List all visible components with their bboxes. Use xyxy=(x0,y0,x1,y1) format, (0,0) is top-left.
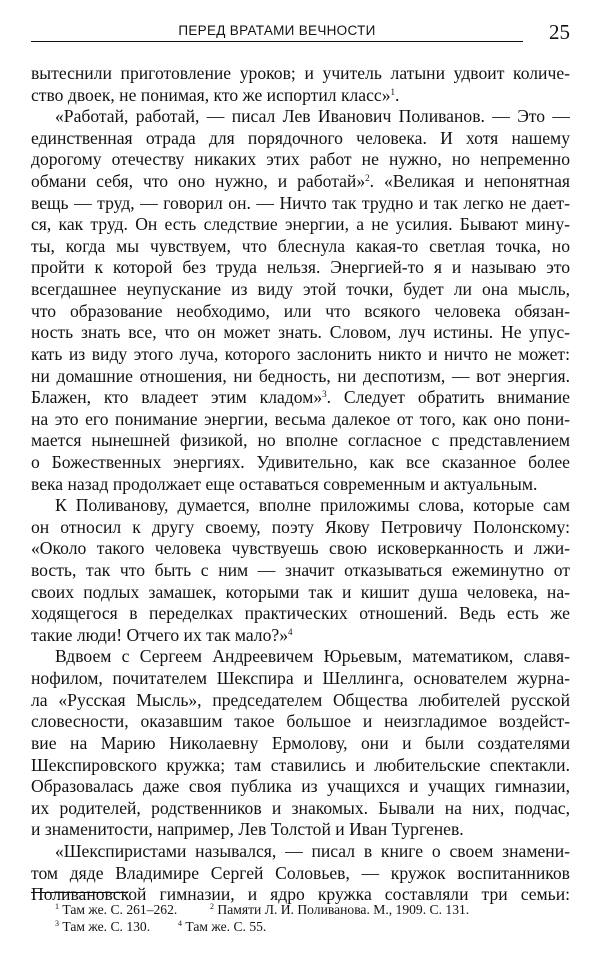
footnote-4 xyxy=(178,919,266,935)
text-line xyxy=(31,430,570,452)
line-text-tail: . Следует обратить внимание xyxy=(326,387,570,408)
text-line xyxy=(31,538,570,560)
text-line xyxy=(31,690,570,712)
text-line xyxy=(31,214,570,236)
footnote-ref: 4 xyxy=(288,626,293,637)
text-line xyxy=(31,171,570,193)
line-text: ся, как труд. Он есть следствие энергии, а не усилия. Бывают мину- xyxy=(31,214,570,235)
text-line xyxy=(31,495,570,517)
text-line xyxy=(31,841,570,863)
footnote-number: 3 xyxy=(55,919,59,928)
text-line xyxy=(31,409,570,431)
line-text: ни домашние отношения, ни бедность, ни деспотизм, — вот энергия. xyxy=(31,365,570,386)
text-line xyxy=(31,452,570,474)
line-text: о Божественных энергиях. Удивительно, как все сказанное более xyxy=(31,451,570,472)
text-line xyxy=(31,387,570,409)
line-text: и знаменитости, например, Лев Толстой и Иван Тургенев. xyxy=(31,819,464,840)
line-text: ты, когда мы чувствуем, что блеснула какая-то светлая точка, но xyxy=(31,235,570,256)
line-text: «Около такого человека чувствуешь свою исковерканность и лжи- xyxy=(31,538,570,559)
text-line xyxy=(31,344,570,366)
text-line xyxy=(31,560,570,582)
line-text: том дяде Владимире Сергей Соловьев, — кружок воспитанников xyxy=(31,862,570,883)
line-text: ходящегося в переделках практических отношений. Ведь есть же xyxy=(31,603,570,624)
running-head-title: ПЕРЕД ВРАТАМИ ВЕЧНОСТИ xyxy=(178,23,376,38)
line-text: Блажен, кто владеет этим кладом» xyxy=(31,387,323,408)
text-line xyxy=(31,63,570,85)
line-text: он относил к другу своему, поэту Якову Петровичу Полонскому: xyxy=(31,516,570,537)
line-text: «Шекспиристами назывался, — писал в книге о своем знамени- xyxy=(55,840,570,861)
text-line xyxy=(31,646,570,668)
text-line xyxy=(31,798,570,820)
line-text: «Работай, работай, — писал Лев Иванович Поливанов. — Это — xyxy=(55,106,570,127)
text-line xyxy=(31,582,570,604)
footnote-text: Памяти Л. И. Поливанова. М., 1909. С. 131. xyxy=(217,902,470,917)
text-line xyxy=(31,625,570,647)
line-text: своих подлых замашек, которыми так и кишит душа человека, на- xyxy=(31,581,570,602)
text-line xyxy=(31,711,570,733)
line-text: К Поливанову, думается, вполне приложимы слова, которые сам xyxy=(55,495,570,516)
text-line xyxy=(31,85,570,107)
text-line xyxy=(31,755,570,777)
text-line xyxy=(31,474,570,496)
text-line xyxy=(31,863,570,885)
line-text: всегдашнее неупускание из виду этой точки, будет ли она мысль, xyxy=(31,279,570,300)
line-text: словесности, оказавшим такое большое и неизгладимое воздейст- xyxy=(31,711,570,732)
footnote-text: Там же. С. 261–262. xyxy=(62,902,178,917)
line-text: вытеснили приготовление уроков; и учитель латыни удвоит количе- xyxy=(31,63,570,83)
line-text: ность знать все, что он может знать. Словом, луч истины. Не упус- xyxy=(31,322,570,343)
footnote-number: 2 xyxy=(210,902,214,911)
line-text: Шекспировского кружка; там ставились и любительские спектакли. xyxy=(31,754,570,775)
text-line xyxy=(31,776,570,798)
footnote-ref: 2 xyxy=(365,173,370,184)
text-line xyxy=(31,193,570,215)
line-text: вость, так что быть с ним — значит отказываться ежеминутно от xyxy=(31,560,570,581)
text-line xyxy=(31,149,570,171)
body-text xyxy=(31,63,570,906)
line-text: их родителей, родственников и знакомых. Бывали на них, подчас, xyxy=(31,797,570,818)
text-line xyxy=(31,301,570,323)
running-head xyxy=(31,22,523,42)
footnote-text: Там же. С. 130. xyxy=(62,919,151,934)
line-text: века назад продолжает еще оставаться современным и актуальным. xyxy=(31,473,538,494)
line-text: вещь — труд, — говорил он. — Ничто так трудно и так легко не дает- xyxy=(31,192,570,213)
line-text-tail: . xyxy=(395,84,400,105)
line-text: вие на Марию Николаевну Ермолову, они и были создателями xyxy=(31,732,570,753)
line-text: единственная отрада для порядочного человека. И хотя нашему xyxy=(31,127,570,148)
footnote-2 xyxy=(210,902,469,918)
footnote-number: 1 xyxy=(55,902,59,911)
line-text: такие люди! Отчего их так мало?» xyxy=(31,624,288,645)
line-text-tail: . «Великая и непонятная xyxy=(369,171,570,192)
line-text: Поливановской гимназии, и ядро кружка составляли три семьи: xyxy=(31,884,570,905)
line-text: пройти к которой без труда нельзя. Энергией-то я и называю это xyxy=(31,257,570,278)
text-line xyxy=(31,236,570,258)
line-text: на это его понимание энергии, весьма далекое от того, как оно пони- xyxy=(31,408,570,429)
footnote-divider xyxy=(31,892,128,893)
line-text: ла «Русская Мысль», председателем Общества любителей русской xyxy=(31,689,570,710)
footnote-1 xyxy=(55,902,177,918)
text-line xyxy=(31,366,570,388)
footnote-ref: 3 xyxy=(322,389,327,400)
footnote-3 xyxy=(55,919,150,935)
line-text: мается нынешней физикой, но вполне согласное с представлением xyxy=(31,430,570,451)
text-line xyxy=(31,106,570,128)
line-text: обмани себя, что оно нужно, и работай» xyxy=(31,171,366,192)
text-line xyxy=(31,322,570,344)
page-number: 25 xyxy=(549,20,570,44)
line-text: Вдвоем с Сергеем Андреевичем Юрьевым, математиком, славя- xyxy=(55,646,570,667)
line-text: кать из виду этого луча, которого заслонить никто и ничто не может: xyxy=(31,343,570,364)
text-line xyxy=(31,668,570,690)
line-text: ство двоек, не понимая, кто же испортил класс» xyxy=(31,84,391,105)
line-text: что образование необходимо, или что всякого человека обязан- xyxy=(31,300,570,321)
text-line xyxy=(31,603,570,625)
line-text: нофилом, почитателем Шекспира и Шеллинга, основателем журна- xyxy=(31,668,570,689)
text-line xyxy=(31,733,570,755)
footnote-number: 4 xyxy=(178,919,182,928)
footnote-text: Там же. С. 55. xyxy=(185,919,267,934)
line-text: Образовалась даже своя публика из учащихся и учащих гимназии, xyxy=(31,776,570,797)
text-line xyxy=(31,279,570,301)
text-line xyxy=(31,128,570,150)
text-line xyxy=(31,257,570,279)
line-text: дорогому отечеству никаких этих работ не нужно, но непременно xyxy=(31,149,570,170)
text-line xyxy=(31,517,570,539)
text-line xyxy=(31,819,570,841)
footnote-ref: 1 xyxy=(390,86,395,97)
